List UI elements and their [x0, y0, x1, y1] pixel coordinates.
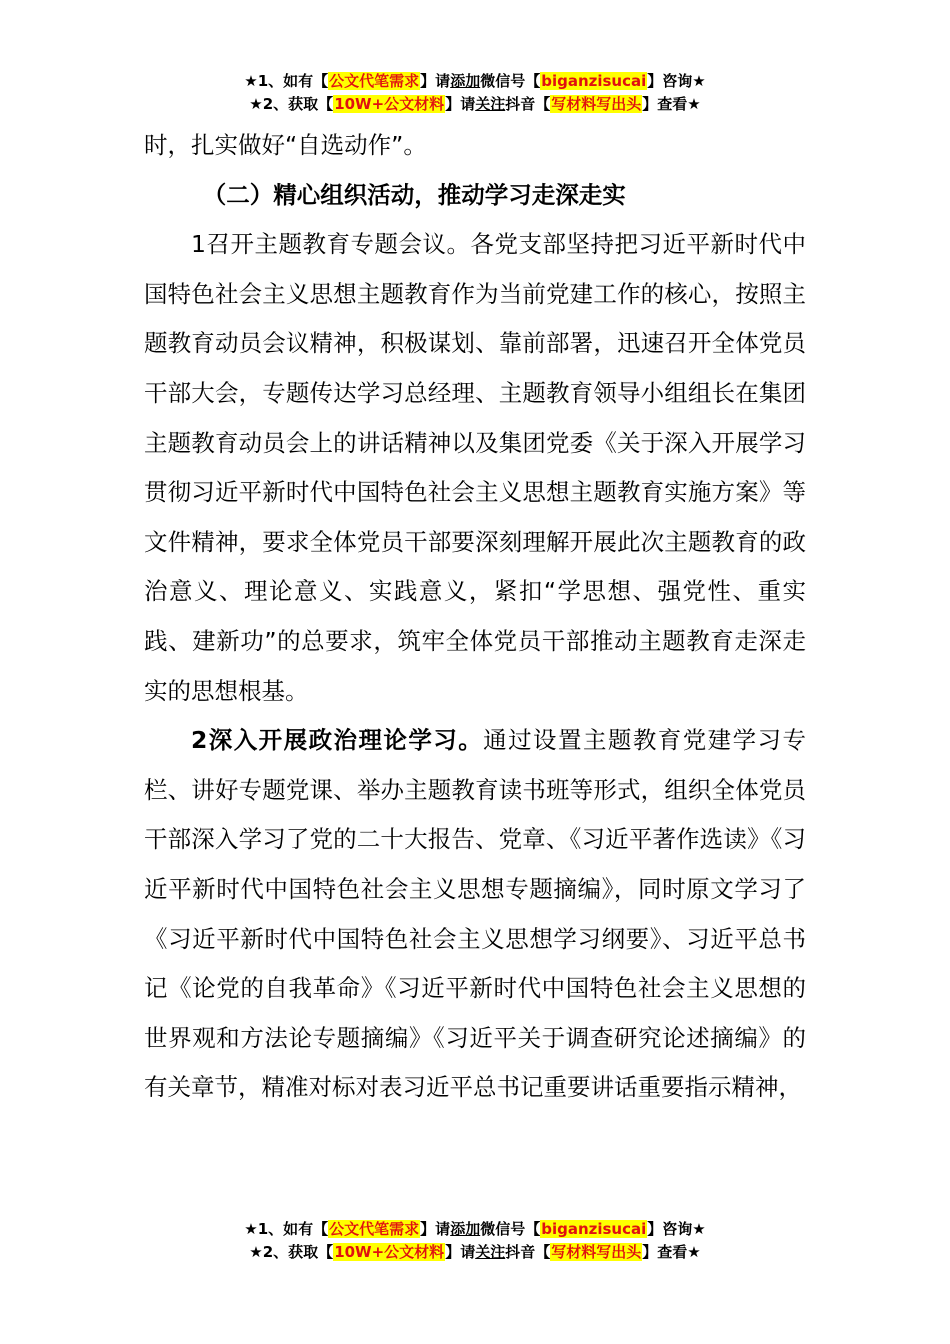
- banner-highlight: 10W+公文材料: [334, 1243, 445, 1261]
- paragraph-2: [144, 716, 806, 1113]
- banner-line-1: [0, 1218, 950, 1241]
- bottom-banner: [0, 1218, 950, 1264]
- banner-account-name: 写材料写出头: [551, 95, 642, 113]
- paragraph-2-lead: 2深入开展政治理论学习。: [191, 726, 484, 755]
- banner-text: ★2、获取【: [249, 95, 334, 113]
- banner-line-1: [0, 70, 950, 93]
- banner-highlight: 公文代笔需求: [329, 72, 420, 90]
- banner-text: 】咨询★: [647, 72, 706, 90]
- banner-highlight: 公文代笔需求: [329, 1220, 420, 1238]
- banner-text: ★1、如有【: [244, 72, 329, 90]
- banner-underlined-text: 添加: [450, 1220, 481, 1238]
- banner-underlined-text: 关注: [475, 1243, 506, 1261]
- banner-underlined-text: 关注: [475, 95, 506, 113]
- continuation-paragraph: 时，扎实做好“自选动作”。: [144, 131, 427, 159]
- banner-wechat-id: biganzisucai: [541, 1220, 647, 1238]
- banner-text: 】请: [420, 72, 451, 90]
- section-heading: （二）精心组织活动，推动学习走深走实: [202, 180, 626, 209]
- banner-text: 微信号【: [480, 1220, 541, 1238]
- banner-text: ★1、如有【: [244, 1220, 329, 1238]
- banner-account-name: 写材料写出头: [551, 1243, 642, 1261]
- banner-highlight: 10W+公文材料: [334, 95, 445, 113]
- banner-text: 】咨询★: [647, 1220, 706, 1238]
- top-banner: [0, 70, 950, 116]
- banner-text: 】请: [420, 1220, 451, 1238]
- banner-text: 】请: [445, 1243, 476, 1261]
- banner-text: 抖音【: [505, 1243, 551, 1261]
- document-body: [144, 121, 806, 1113]
- paragraph-2-text: 通过设置主题教育党建学习专栏、讲好专题党课、举办主题教育读书班等形式，组织全体党员干部深入学习了党的二十大报告、党章、《习近平著作选读》《习近平新时代中国特色社会主义思想专题摘编》，同时原文学习了《习近平新时代中国特色社会主义思想学习纲要》、习近平总书记《论党的自我革命》《习近平新时代中国特色社会主义思想的世界观和方法论专题摘编》《习近平关于调查研究论述摘编》的有关章节，精准对标对表习近平总书记重要讲话重要指示精神，: [144, 726, 806, 1102]
- banner-text: 微信号【: [480, 72, 541, 90]
- banner-text: 】查看★: [642, 95, 701, 113]
- banner-text: 】查看★: [642, 1243, 701, 1261]
- banner-text: 抖音【: [505, 95, 551, 113]
- banner-text: ★2、获取【: [249, 1243, 334, 1261]
- banner-underlined-text: 添加: [450, 72, 481, 90]
- paragraph-1: 1召开主题教育专题会议。各党支部坚持把习近平新时代中国特色社会主义思想主题教育作为当前党建工作的核心，按照主题教育动员会议精神，积极谋划、靠前部署，迅速召开全体党员干部大会，专题传达学习总经理、主题教育领导小组组长在集团主题教育动员会上的讲话精神以及集团党委《关于深入开展学习贯彻习近平新时代中国特色社会主义思想主题教育实施方案》等文件精神，要求全体党员干部要深刻理解开展此次主题教育的政治意义、理论意义、实践意义，紧扣“学思想、强党性、重实践、建新功”的总要求，筑牢全体党员干部推动主题教育走深走实的思想根基。: [144, 230, 806, 705]
- banner-text: 】请: [445, 95, 476, 113]
- banner-wechat-id: biganzisucai: [541, 72, 647, 90]
- banner-line-2: [0, 93, 950, 116]
- banner-line-2: [0, 1241, 950, 1264]
